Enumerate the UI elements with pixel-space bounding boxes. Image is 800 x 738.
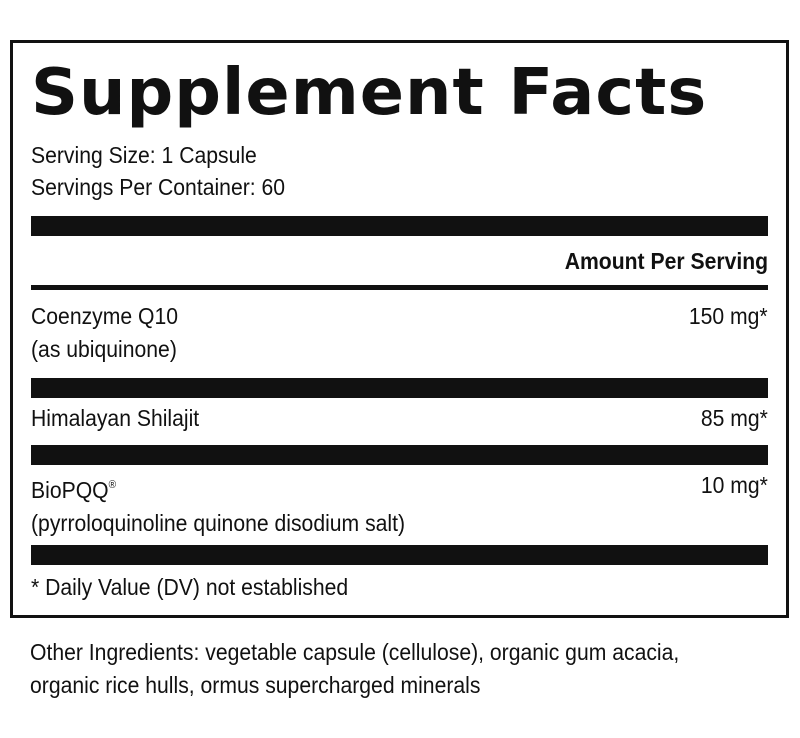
- supplement-facts-panel: [10, 40, 789, 618]
- other-ingredients-line: organic rice hulls, ormus supercharged minerals: [30, 672, 481, 698]
- header-divider: [31, 285, 768, 290]
- ingredient-row-shilajit: [31, 402, 199, 435]
- ingredient-row-coq10: [31, 300, 178, 366]
- ingredient-detail: (as ubiquinone): [31, 336, 177, 362]
- other-ingredients: [30, 636, 766, 702]
- ingredient-amount: 150 mg*: [689, 303, 768, 329]
- other-ingredients-line: Other Ingredients: vegetable capsule (cellulose), organic gum acacia,: [30, 639, 680, 665]
- amount-per-serving-header: Amount Per Serving: [564, 248, 768, 274]
- thick-divider-top: [31, 216, 768, 236]
- thick-divider-bottom: [31, 545, 768, 565]
- ingredient-amount: 10 mg*: [700, 472, 768, 498]
- daily-value-footnote: * Daily Value (DV) not established: [31, 574, 349, 600]
- ingredient-amount: 85 mg*: [700, 405, 768, 431]
- ingredient-name: BioPQQ: [31, 477, 109, 503]
- servings-per-container: Servings Per Container: 60: [31, 174, 286, 200]
- ingredient-name: Coenzyme Q10: [31, 303, 179, 329]
- panel-title: Supplement Facts: [31, 56, 708, 130]
- ingredient-name: Himalayan Shilajit: [31, 405, 200, 431]
- row-divider: [31, 378, 768, 398]
- row-divider: [31, 445, 768, 465]
- serving-size: Serving Size: 1 Capsule: [31, 142, 257, 168]
- ingredient-name-line: [31, 469, 405, 507]
- ingredient-detail: (pyrroloquinoline quinone disodium salt): [31, 510, 406, 536]
- ingredient-row-biopqq: [31, 469, 405, 540]
- registered-mark: ®: [108, 479, 117, 491]
